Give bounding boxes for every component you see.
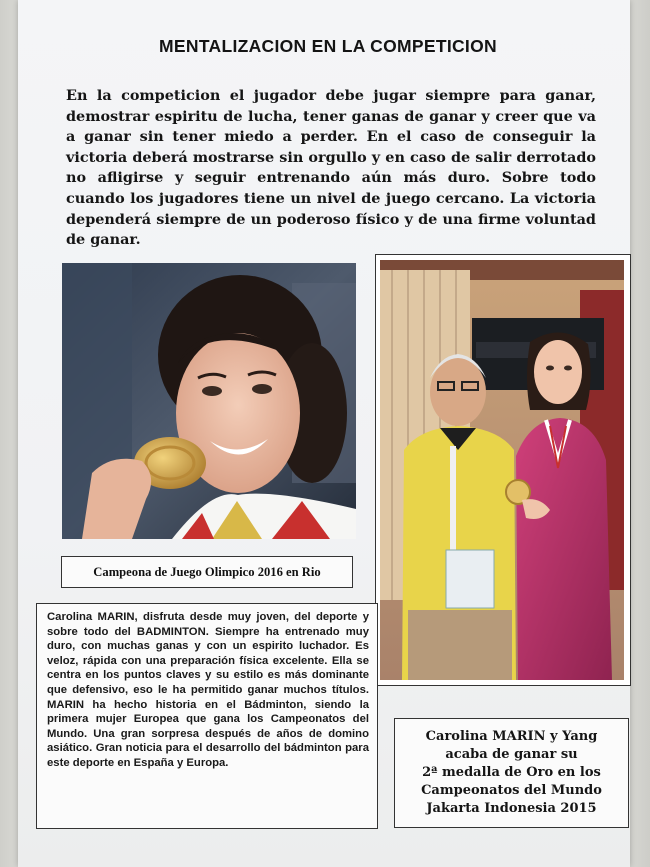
- medal-bite-photo: [62, 263, 356, 539]
- medal-caption-box: [394, 718, 629, 828]
- bio-paragraph: Carolina MARIN, disfruta desde muy joven, del deporte y sobre todo del BADMINTON. Siempre ha entrenado muy duro, con muchas ganas y con un espirito luchador. Es veloz, rápida con una preparación física excelente. Ella se centra en los puntos claves y su estilo es más dominante que defensivo, eso le ha permitido ganar muchos títulos. MARIN ha hecho historia en el Bádminton, siendo la primera mujer Europea que gana los Campeonatos del Mundo. Una gran sorpresa después de años de domino asiático. Gran noticia para el desarrollo del bádminton para este deporte en España y Europa.: [36, 603, 378, 829]
- intro-paragraph: En la competicion el jugador debe jugar siempre para ganar, demostrar espiritu de lucha, tener ganas de ganar y creer que va a ganar sin tener miedo a perder. En el caso de conseguir la victoria deberá mostrarse sin orgullo y en caso de salir derrotado no afligirse y seguir entrenando aún más duro. Sobre todo cuando los jugadores tiene un nivel de juego cercano. La victoria dependerá siempre de un poderoso físico y de una firme voluntad de ganar.: [66, 87, 596, 249]
- medal-caption-line: Carolina MARIN y Yang: [425, 729, 598, 744]
- paper-sheet: [18, 0, 630, 867]
- page-title: MENTALIZACION EN LA COMPETICION: [159, 36, 497, 56]
- two-people-photo: [380, 260, 624, 680]
- medal-caption-line: 2ª medalla de Oro en los: [422, 765, 601, 780]
- medal-caption-line: Campeonatos del Mundo: [421, 783, 602, 798]
- photo-caption-olympic: Campeona de Juego Olimpico 2016 en Rio: [61, 556, 353, 588]
- medal-caption-line: Jakarta Indonesia 2015: [426, 801, 597, 816]
- medal-caption-line: acaba de ganar su: [445, 747, 578, 762]
